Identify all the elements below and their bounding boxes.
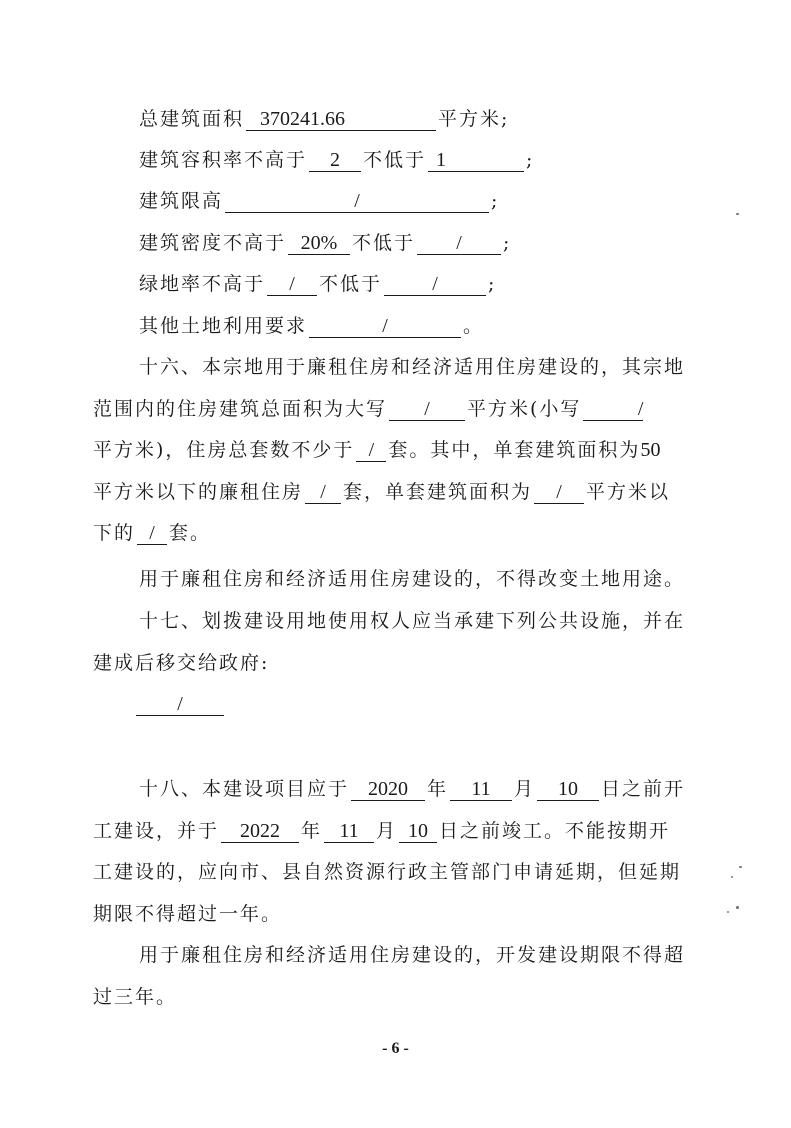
total-floor-area-value: 370241.66 <box>246 108 436 131</box>
plot-ratio-max-value: 2 <box>309 149 361 172</box>
green-ratio-line <box>139 271 496 297</box>
completion-month-unit: 月 <box>376 820 398 842</box>
height-limit-label: 建筑限高 <box>139 190 224 212</box>
clause-18-line-5 <box>139 942 685 968</box>
total-units-value: / <box>356 439 386 462</box>
clause-18-line-1 <box>139 776 685 802</box>
clause-17-line-2 <box>93 650 269 676</box>
building-density-max-value: 20% <box>288 232 350 255</box>
clause-17-text-1: 十七、划拨建设用地使用权人应当承建下列公共设施，并在 <box>139 610 686 632</box>
total-floor-area-unit: 平方米; <box>438 108 510 130</box>
start-day-suffix: 日之前开 <box>601 778 686 800</box>
unit-area-2-value: / <box>534 481 584 504</box>
unit-area-threshold: 50 <box>640 439 661 461</box>
height-limit-value: / <box>225 190 489 213</box>
clause-18-text-5: 用于廉租住房和经济适用住房建设的，开发建设期限不得超 <box>139 944 686 966</box>
clause-17-text-2: 建成后移交给政府: <box>93 652 270 674</box>
low-rent-units-label: 平方米以下的廉租住房 <box>93 481 304 503</box>
building-density-max-label: 建筑密度不高于 <box>139 232 287 254</box>
unit-area-2-suffix: 平方米以 <box>586 481 671 503</box>
height-limit-line <box>139 188 499 214</box>
low-rent-units-value: / <box>305 481 341 504</box>
clause-17-line-1 <box>139 608 685 634</box>
clause-17-line-3 <box>134 691 226 717</box>
below-units-value: / <box>137 522 167 545</box>
scan-speck <box>739 866 742 868</box>
green-ratio-end: ; <box>488 273 497 295</box>
building-density-line <box>139 230 511 256</box>
clause-16-line-1 <box>139 354 685 380</box>
completion-day-value: 10 <box>399 820 437 843</box>
green-ratio-max-label: 绿地率不高于 <box>139 273 266 295</box>
scan-speck <box>736 906 739 909</box>
clause-18-line-4 <box>93 901 282 927</box>
clause-16-line-2 <box>93 396 645 422</box>
total-floor-area-line <box>139 106 509 132</box>
below-units-label: 下的 <box>93 522 136 544</box>
public-facilities-value: / <box>136 693 224 716</box>
scan-speck <box>727 911 729 913</box>
start-day-value: 10 <box>537 778 599 801</box>
scan-speck <box>736 213 739 215</box>
clause-18-line-3 <box>93 859 681 885</box>
clause-16-text-6: 用于廉租住房和经济适用住房建设的，不得改变土地用途。 <box>139 568 686 590</box>
green-ratio-min-value: / <box>384 273 486 296</box>
completion-day-suffix: 日之前竣工。不能按期开 <box>439 820 671 842</box>
other-requirements-line <box>139 313 484 339</box>
green-ratio-max-value: / <box>267 273 317 296</box>
plot-ratio-max-label: 建筑容积率不高于 <box>139 149 308 171</box>
other-requirements-end: 。 <box>463 315 485 337</box>
housing-area-uppercase-value: / <box>389 398 465 421</box>
clause-16-line-4 <box>93 479 670 505</box>
below-units-suffix: 套。 <box>169 522 212 544</box>
clause-16-line-6 <box>139 566 685 592</box>
completion-year-value: 2022 <box>221 820 299 843</box>
housing-area-lowercase-label: 平方米(小写 <box>467 398 582 420</box>
clause-18-line-6 <box>93 984 177 1010</box>
housing-area-uppercase-label: 范围内的住房建筑总面积为大写 <box>93 398 388 420</box>
start-year-unit: 年 <box>427 778 449 800</box>
other-requirements-value: / <box>309 315 461 338</box>
clause-16-line-3 <box>93 437 660 463</box>
unit-area-label: 套。其中，单套建筑面积为 <box>388 439 641 461</box>
start-month-value: 11 <box>450 778 512 801</box>
plot-ratio-end: ; <box>526 149 535 171</box>
height-limit-end: ; <box>491 190 500 212</box>
scan-speck <box>731 876 733 878</box>
completion-label: 工建设，并于 <box>93 820 220 842</box>
clause-18-text-6: 过三年。 <box>93 986 178 1008</box>
clause-16-text-1: 十六、本宗地用于廉租住房和经济适用住房建设的，其宗地 <box>139 356 686 378</box>
completion-month-value: 11 <box>324 820 374 843</box>
housing-area-lowercase-value: / <box>583 398 643 421</box>
page-number: - 6 - <box>382 1040 409 1057</box>
clause-18-text-4: 期限不得超过一年。 <box>93 903 283 925</box>
other-requirements-label: 其他土地利用要求 <box>139 315 308 337</box>
clause-18-line-2 <box>93 818 670 844</box>
clause-16-line-5 <box>93 520 211 546</box>
plot-ratio-min-label: 不低于 <box>363 149 427 171</box>
building-density-min-value: / <box>417 232 501 255</box>
total-units-label: 平方米)，住房总套数不少于 <box>93 439 355 461</box>
plot-ratio-line <box>139 147 534 173</box>
building-density-end: ; <box>503 232 512 254</box>
plot-ratio-min-value: 1 <box>428 149 524 172</box>
start-label: 十八、本建设项目应于 <box>139 778 350 800</box>
total-floor-area-label: 总建筑面积 <box>139 108 245 130</box>
completion-year-unit: 年 <box>301 820 323 842</box>
building-density-min-label: 不低于 <box>352 232 416 254</box>
start-year-value: 2020 <box>351 778 425 801</box>
unit-area-2-label: 套，单套建筑面积为 <box>343 481 533 503</box>
start-month-unit: 月 <box>514 778 536 800</box>
green-ratio-min-label: 不低于 <box>319 273 383 295</box>
clause-18-text-3: 工建设的，应向市、县自然资源行政主管部门申请延期，但延期 <box>93 861 682 883</box>
